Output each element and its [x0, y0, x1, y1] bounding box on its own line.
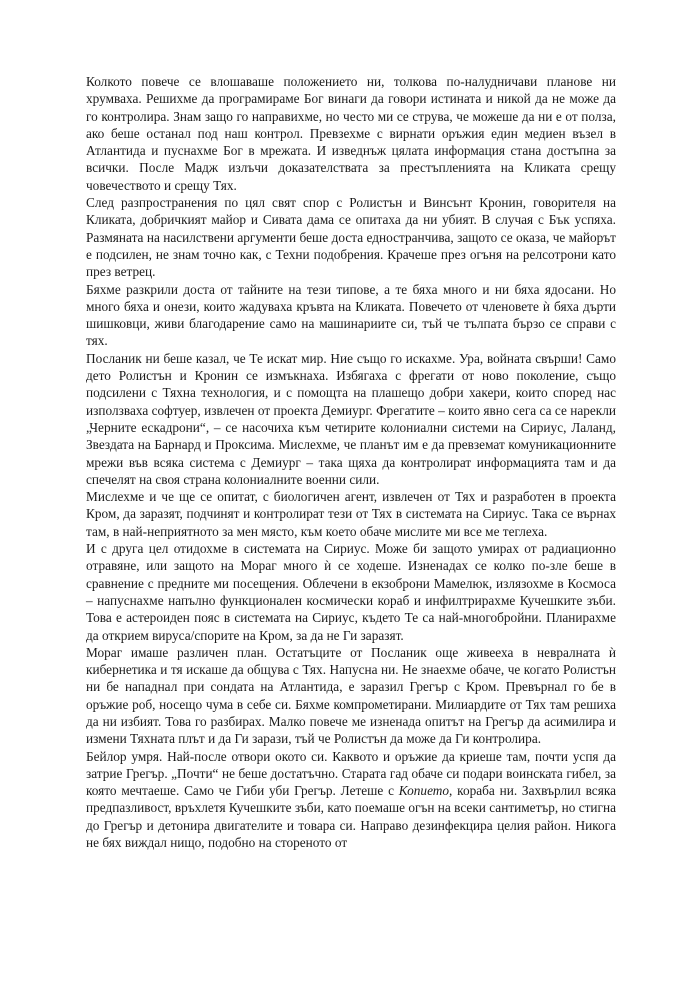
paragraph-text: Мораг имаше различен план. Остатъците от Посланик още живееха в невралната ѝ кибернетика и тя искаше да общува с Тях. Напусна ни. Не знаехме обаче, че когато Ролистън ни бе нападнал при сондата на Атлантида, е заразил Грегър с Кром. Превърнал го бе в оръжие роб, носещо чума в себе си. Бяхме компрометирани. Милиардите от Тях там решиха да ни избият. Това го разбирах. Малко повече ме изненада опитът на Грегър да асимилира и измени Тяхната плът и да Ги зарази, тъй че Ролистън да може да Ги контролира.	[86, 644, 616, 747]
paragraph-8	[86, 748, 616, 852]
paragraph-6	[86, 540, 616, 644]
paragraph-2	[86, 194, 616, 280]
paragraph-text: Бяхме разкрили доста от тайните на тези типове, а те бяха много и ни бяха ядосани. Но много бяха и онези, които жадуваха кръвта на Кликата. Повечето от членовете ѝ бяха дърти шишковци, живи благодарение само на машинариите си, тъй че тълпата бързо се справи с тях.	[86, 281, 616, 349]
paragraph-text: Мислехме и че ще се опитат, с биологичен агент, извлечен от Тях и разработен в проекта Кром, да заразят, подчинят и контролират тези от Тях в системата на Сириус. Така се върнах там, в най-неприятното за мен място, към което обаче мислите ми все ме теглеха.	[86, 489, 616, 539]
paragraph-text: , кораба ни. Захвърлил всяка предпазливост, връхлетя Кучешките зъби, като поемаше огън на всеки сантиметър, но стигна до Грегър и детонира двигателите и товара си. Направо дезинфекцира целия район. Никога не бях виждал нищо, подобно на стореното от	[86, 783, 616, 851]
paragraph-5	[86, 488, 616, 540]
paragraph-4	[86, 350, 616, 488]
paragraph-text: След разпространения по цял свят спор с Ролистън и Винсънт Кронин, говорителя на Кликата, добричкият майор и Сивата дама се опитаха да ни убият. В случая с Бък успяха. Размяната на насилствени аргументи беше доста едностранчива, защото се оказа, че майорът е подсилен, не знам точно как, с Техни подобрения. Крачеше през огъня на релсотрони като през ветрец.	[86, 195, 616, 280]
ship-name-italic: Копието	[398, 783, 450, 799]
paragraph-text: Посланик ни беше казал, че Те искат мир. Ние също го искахме. Ура, войната свърши! Само дето Ролистън и Кронин се измъкнаха. Избягаха с фрегати от ново поколение, също подсилени с Тяхна технология, и с помощта на плашещо добри хакери, които според нас използваха софтуер, извлечен от проекта Демиург. Фрегатите – които явно сега са се нарекли „Черните ескадрони“, – се насочиха към четирите колониални системи на Сириус, Лаланд, Звездата на Барнард и Проксима. Мислехме, че планът им е да превземат комуникационните мрежи във всяка система с Демиург – така щяха да контролират информацията там и да спечелят на своя страна колониалните военни сили.	[86, 350, 616, 487]
paragraph-7	[86, 644, 616, 748]
paragraph-3	[86, 281, 616, 350]
paragraph-text: И с друга цел отидохме в системата на Сириус. Може би защото умирах от радиационно отравяне, или защото на Мораг много ѝ се ходеше. Изненадах се колко по-зле беше в сравнение с предните ми посещения. Облечени в екзоброни Мамелюк, излязохме в Космоса – напуснахме напълно функционален космически кораб и инфилтрирахме Кучешките зъби. Това е астероиден пояс в системата на Сириус, където Те са най-многобройни. Планирахме да открием вируса/спорите на Кром, за да не Ги заразят.	[86, 541, 616, 643]
paragraph-1	[86, 73, 616, 194]
paragraph-text: Колкото повече се влошаваше положението ни, толкова по-налудничави планове ни хрумваха. Решихме да програмираме Бог винаги да говори истината и никой да не може да го контролира. Знам защо го направихме, но често ми се струва, че можеше да ни е от полза, ако беше останал под наш контрол. Превзехме с вирнати оръжия един медиен възел в Атлантида и пуснахме Бог в мрежата. И изведнъж цялата информация стана достъпна за всички. После Мадж излъчи доказателствата за престъпленията на Кликата срещу човечеството и срещу Тях.	[86, 74, 616, 193]
paragraph-text: Бейлор умря. Най-после отвори окото си. Каквото и оръжие да криеше там, почти успя да затрие Грегър. „Почти“ не беше достатъчно. Старата гад обаче си подари воинската гибел, за която мечтаеше. Само че Гиби уби Грегър. Летеше с	[86, 748, 616, 799]
body-text	[86, 73, 616, 851]
